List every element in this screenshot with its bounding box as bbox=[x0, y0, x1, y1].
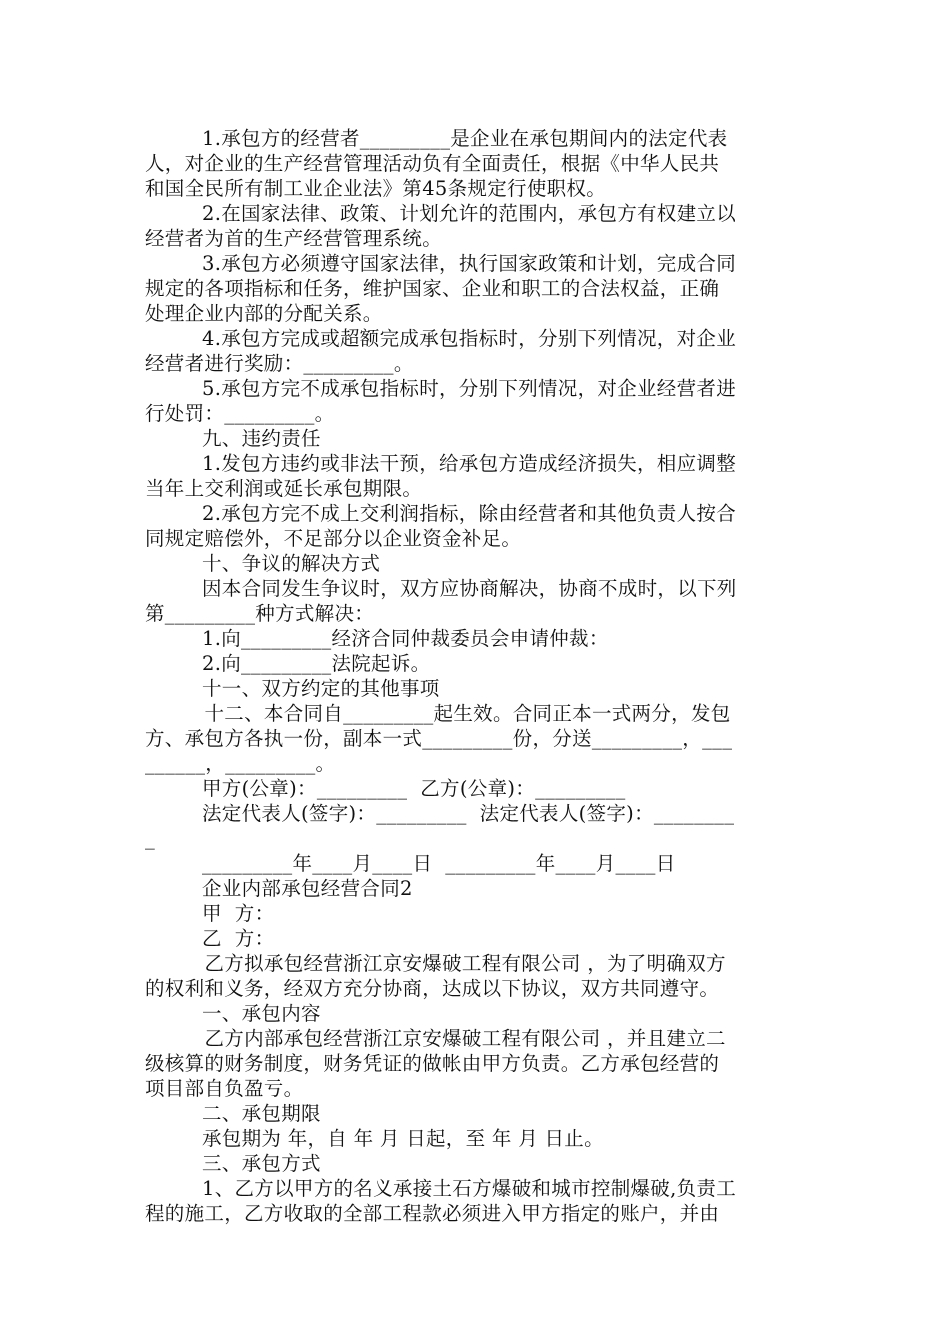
text-line: 方、承包方各执一份，副本一式_________份，分送_________，___ bbox=[145, 727, 733, 750]
signature-line: 甲方(公章)：_________ 乙方(公章)：_________ bbox=[202, 777, 626, 800]
text-line: 级核算的财务制度，财务凭证的做帐由甲方负责。乙方承包经营的 bbox=[145, 1052, 720, 1075]
signature-line: 法定代表人(签字)：_________ 法定代表人(签字)：________ bbox=[202, 802, 735, 825]
party-a-line: 甲 方： bbox=[202, 902, 275, 925]
document-title: 企业内部承包经营合同2 bbox=[202, 877, 413, 900]
text-line: 行处罚：_________。 bbox=[145, 402, 335, 425]
text-line: ______，_________。 bbox=[145, 752, 336, 775]
section-heading: 一、承包内容 bbox=[202, 1002, 321, 1025]
section-heading: 三、承包方式 bbox=[202, 1152, 321, 1175]
section-heading: 十、争议的解决方式 bbox=[202, 552, 381, 575]
text-line: 1.发包方违约或非法干预，给承包方造成经济损失，相应调整 bbox=[202, 452, 737, 475]
section-heading: 九、违约责任 bbox=[202, 427, 321, 450]
text-line: 因本合同发生争议时，双方应协商解决，协商不成时，以下列 bbox=[202, 577, 737, 600]
text-line: 1.向_________经济合同仲裁委员会申请仲裁： bbox=[202, 627, 609, 650]
text-line: 经营者进行奖励：_________。 bbox=[145, 352, 414, 375]
text-line: 3.承包方必须遵守国家法律，执行国家政策和计划，完成合同 bbox=[202, 252, 737, 275]
text-line: 1、乙方以甲方的名义承接土石方爆破和城市控制爆破,负责工 bbox=[202, 1177, 737, 1200]
text-line: 程的施工，乙方收取的全部工程款必须进入甲方指定的账户，并由 bbox=[145, 1202, 720, 1225]
date-line: _________年____月____日 _________年____月____日 bbox=[202, 852, 676, 875]
section-heading: 十一、双方约定的其他事项 bbox=[202, 677, 440, 700]
text-line: 人，对企业的生产经营管理活动负有全面责任，根据《中华人民共 bbox=[145, 152, 720, 175]
text-line: 和国全民所有制工业企业法》第45条规定行使职权。 bbox=[145, 177, 607, 200]
text-line: 乙方内部承包经营浙江京安爆破工程有限公司 ，并且建立二 bbox=[198, 1027, 726, 1050]
text-line: 处理企业内部的分配关系。 bbox=[145, 302, 383, 325]
text-line: 2.向_________法院起诉。 bbox=[202, 652, 431, 675]
text-line: 的权利和义务，经双方充分协商，达成以下协议，双方共同遵守。 bbox=[145, 977, 720, 1000]
text-line: 承包期为 年，自 年 月 日起，至 年 月 日止。 bbox=[202, 1127, 604, 1150]
text-line: 当年上交利润或延长承包期限。 bbox=[145, 477, 423, 500]
text-line: 2.在国家法律、政策、计划允许的范围内，承包方有权建立以 bbox=[202, 202, 737, 225]
text-line: 经营者为首的生产经营管理系统。 bbox=[145, 227, 443, 250]
text-line: 规定的各项指标和任务，维护国家、企业和职工的合法权益，正确 bbox=[145, 277, 720, 300]
text-line: 项目部自负盈亏。 bbox=[145, 1077, 304, 1100]
section-heading: 二、承包期限 bbox=[202, 1102, 321, 1125]
text-line: 5.承包方完不成承包指标时，分别下列情况，对企业经营者进 bbox=[202, 377, 737, 400]
text-line: 1.承包方的经营者_________是企业在承包期间内的法定代表 bbox=[202, 127, 728, 150]
text-line: 4.承包方完成或超额完成承包指标时，分别下列情况，对企业 bbox=[202, 327, 737, 350]
text-line: 乙方拟承包经营浙江京安爆破工程有限公司 ，为了明确双方 bbox=[198, 952, 726, 975]
text-line: 2.承包方完不成上交利润指标，除由经营者和其他负责人按合 bbox=[202, 502, 737, 525]
text-line: 同规定赔偿外，不足部分以企业资金补足。 bbox=[145, 527, 522, 550]
text-line: 第_________种方式解决： bbox=[145, 602, 375, 625]
text-line: 十二、本合同自_________起生效。合同正本一式两分，发包 bbox=[198, 702, 731, 725]
text-line: _ bbox=[145, 827, 156, 850]
party-b-line: 乙 方： bbox=[202, 927, 275, 950]
